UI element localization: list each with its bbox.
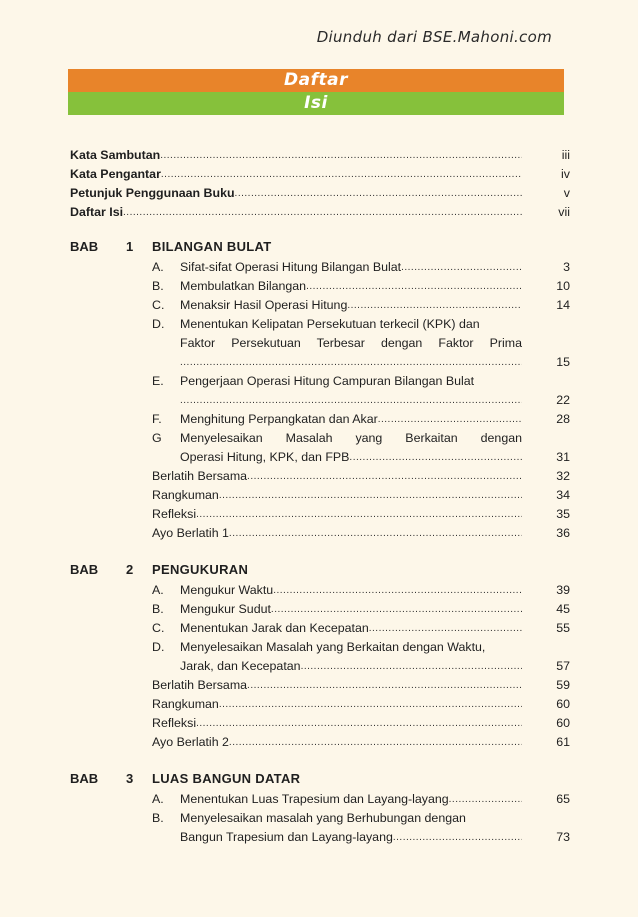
section-page: 28 [556, 412, 570, 426]
toc-section[interactable] [70, 638, 570, 657]
toc-section[interactable] [70, 315, 570, 334]
section-letter: B. [152, 279, 164, 293]
section-page: 3 [563, 260, 570, 274]
section-title: Mengukur Sudut [180, 602, 271, 616]
entry-page: vii [558, 205, 570, 219]
extra-title: Berlatih Bersama [152, 469, 248, 483]
section-page: 39 [556, 583, 570, 597]
section-letter: E. [152, 374, 164, 388]
extra-page: 35 [556, 507, 570, 521]
section-letter: C. [152, 298, 165, 312]
section-letter: A. [152, 583, 164, 597]
extra-page: 60 [556, 716, 570, 730]
toc-section[interactable] [70, 277, 570, 296]
entry-page: iv [561, 167, 570, 181]
chapter-heading-1[interactable] [70, 236, 570, 258]
extra-page: 32 [556, 469, 570, 483]
section-letter: G [152, 431, 162, 445]
toc-section[interactable] [70, 581, 570, 600]
extra-title: Refleksi [152, 716, 197, 730]
chapter-heading-3[interactable] [70, 768, 570, 790]
section-title: Menyelesaikan masalah yang Berhubungan dengan [180, 811, 466, 825]
toc-section[interactable] [70, 809, 570, 828]
banner-top [68, 69, 564, 92]
entry-title: Kata Sambutan [70, 148, 161, 162]
toc-entry-daftar-isi[interactable] [70, 203, 570, 222]
toc-extra[interactable] [70, 524, 570, 543]
section-title: Mengukur Waktu [180, 583, 274, 597]
toc-section-continuation[interactable] [70, 828, 570, 847]
table-of-contents [70, 146, 570, 847]
section-title: Membulatkan Bilangan [180, 279, 307, 293]
section-title-continued: Jarak, dan Kecepatan [180, 659, 301, 673]
toc-section[interactable] [70, 790, 570, 809]
section-letter: B. [152, 602, 164, 616]
toc-entry-kata-pengantar[interactable] [70, 165, 570, 184]
section-title: Menyelesaikan Masalah yang Berkaitan dengan [180, 431, 522, 445]
section-page: 65 [556, 792, 570, 806]
section-title: Menyelesaikan Masalah yang Berkaitan dengan Waktu, [180, 640, 486, 654]
section-letter: C. [152, 621, 165, 635]
toc-section[interactable] [70, 410, 570, 429]
extra-title: Ayo Berlatih 1 [152, 526, 229, 540]
toc-extra[interactable] [70, 695, 570, 714]
extra-title: Refleksi [152, 507, 197, 521]
banner-title-line1: Daftar [284, 70, 348, 90]
toc-extra[interactable] [70, 505, 570, 524]
section-title: Menghitung Perpangkatan dan Akar [180, 412, 378, 426]
toc-section[interactable] [70, 296, 570, 315]
section-letter: D. [152, 640, 165, 654]
chapter-label: BAB [70, 562, 99, 577]
toc-section[interactable] [70, 372, 570, 391]
toc-section-dotline[interactable] [70, 391, 570, 410]
section-title: Menaksir Hasil Operasi Hitung [180, 298, 348, 312]
extra-page: 59 [556, 678, 570, 692]
extra-title: Rangkuman [152, 488, 219, 502]
toc-section[interactable] [70, 600, 570, 619]
extra-title: Rangkuman [152, 697, 219, 711]
entry-title: Petunjuk Penggunaan Buku [70, 186, 235, 200]
entry-title: Kata Pengantar [70, 167, 161, 181]
toc-entry-kata-sambutan[interactable] [70, 146, 570, 165]
entry-title: Daftar Isi [70, 205, 124, 219]
section-page: 14 [556, 298, 570, 312]
watermark: Diunduh dari BSE.Mahoni.com [316, 28, 552, 46]
section-letter: D. [152, 317, 165, 331]
extra-page: 36 [556, 526, 570, 540]
section-page: 45 [556, 602, 570, 616]
chapter-title: LUAS BANGUN DATAR [152, 771, 301, 786]
toc-extra[interactable] [70, 733, 570, 752]
section-page: 55 [556, 621, 570, 635]
section-title: Menentukan Jarak dan Kecepatan [180, 621, 369, 635]
toc-extra[interactable] [70, 467, 570, 486]
toc-entry-petunjuk[interactable] [70, 184, 570, 203]
section-page: 31 [556, 450, 570, 464]
chapter-number: 2 [126, 562, 134, 577]
section-title-continued: Faktor Persekutuan Terbesar dengan Faktor Prima [180, 336, 522, 350]
toc-section[interactable] [70, 619, 570, 638]
section-letter: F. [152, 412, 162, 426]
chapter-number: 3 [126, 771, 134, 786]
toc-extra[interactable] [70, 676, 570, 695]
chapter-title: PENGUKURAN [152, 562, 249, 577]
section-title-continued: Bangun Trapesium dan Layang-layang [180, 830, 393, 844]
section-title: Sifat-sifat Operasi Hitung Bilangan Bulat [180, 260, 402, 274]
banner-bottom [68, 92, 564, 115]
section-page: 73 [556, 830, 570, 844]
chapter-label: BAB [70, 771, 99, 786]
toc-section-continuation[interactable] [70, 448, 570, 467]
chapter-title: BILANGAN BULAT [152, 239, 272, 254]
section-page: 22 [556, 393, 570, 407]
extra-title: Ayo Berlatih 2 [152, 735, 229, 749]
toc-extra[interactable] [70, 714, 570, 733]
toc-section[interactable] [70, 429, 570, 448]
chapter-label: BAB [70, 239, 99, 254]
section-title-continued: Operasi Hitung, KPK, dan FPB [180, 450, 350, 464]
entry-page: iii [561, 148, 570, 162]
section-letter: B. [152, 811, 164, 825]
section-page: 57 [556, 659, 570, 673]
extra-title: Berlatih Bersama [152, 678, 248, 692]
toc-section-dotline[interactable] [70, 353, 570, 372]
chapter-heading-2[interactable] [70, 559, 570, 581]
section-title: Menentukan Kelipatan Persekutuan terkecil (KPK) dan [180, 317, 480, 331]
section-page: 10 [556, 279, 570, 293]
toc-section-continuation[interactable] [70, 657, 570, 676]
banner-title-line2: Isi [304, 93, 328, 113]
section-title: Pengerjaan Operasi Hitung Campuran Bilangan Bulat [180, 374, 475, 388]
section-letter: A. [152, 260, 164, 274]
section-title: Menentukan Luas Trapesium dan Layang-layang [180, 792, 449, 806]
toc-section[interactable] [70, 258, 570, 277]
section-page: 15 [556, 355, 570, 369]
toc-extra[interactable] [70, 486, 570, 505]
chapter-number: 1 [126, 239, 134, 254]
extra-page: 61 [556, 735, 570, 749]
toc-section-continuation[interactable] [70, 334, 570, 353]
section-letter: A. [152, 792, 164, 806]
entry-page: v [563, 186, 570, 200]
extra-page: 34 [556, 488, 570, 502]
extra-page: 60 [556, 697, 570, 711]
